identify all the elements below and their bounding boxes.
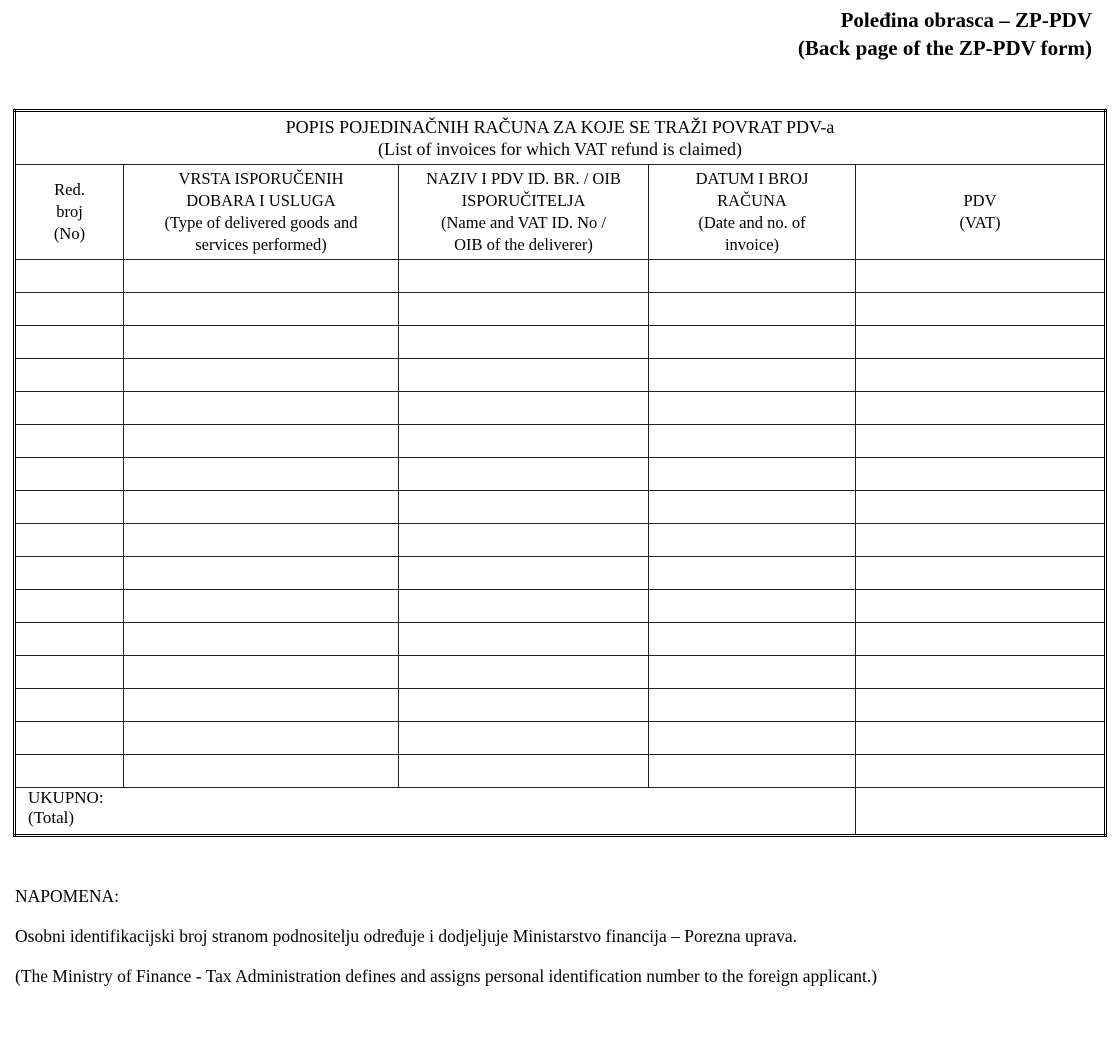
col-supplier-cell[interactable] — [399, 656, 649, 689]
col-vat-cell[interactable] — [856, 359, 1106, 392]
col-invoice-date-cell[interactable] — [649, 689, 856, 722]
table-row — [15, 656, 1106, 689]
col-supplier-cell[interactable] — [399, 722, 649, 755]
col-invoice-date-cell[interactable] — [649, 359, 856, 392]
col-vat-cell[interactable] — [856, 425, 1106, 458]
table-row — [15, 359, 1106, 392]
col-vat-cell[interactable] — [856, 458, 1106, 491]
col-vat-cell[interactable] — [856, 326, 1106, 359]
col-invoice-date-cell[interactable] — [649, 656, 856, 689]
col-invoice-date-cell[interactable] — [649, 392, 856, 425]
column-header-line: DATUM I BROJ — [695, 169, 809, 188]
column-header-line: services performed) — [195, 235, 327, 254]
col-supplier-header — [399, 165, 649, 260]
col-goods-type-cell[interactable] — [124, 425, 399, 458]
col-no-cell[interactable] — [15, 656, 124, 689]
col-goods-type-cell[interactable] — [124, 458, 399, 491]
col-vat-header — [856, 165, 1106, 260]
table-row — [15, 392, 1106, 425]
col-goods-type-cell[interactable] — [124, 590, 399, 623]
col-invoice-date-cell[interactable] — [649, 524, 856, 557]
col-vat-cell[interactable] — [856, 524, 1106, 557]
notes-heading: NAPOMENA: — [15, 886, 120, 906]
col-supplier-cell[interactable] — [399, 458, 649, 491]
col-vat-cell[interactable] — [856, 491, 1106, 524]
col-supplier-cell[interactable] — [399, 491, 649, 524]
col-goods-type-cell[interactable] — [124, 359, 399, 392]
table-row — [15, 557, 1106, 590]
table-title: POPIS POJEDINAČNIH RAČUNA ZA KOJE SE TRAŽI POVRAT PDV-a — [285, 117, 835, 137]
col-no-header — [15, 165, 124, 260]
column-header-line: (No) — [53, 224, 86, 243]
column-header-line: RAČUNA — [717, 191, 787, 210]
col-vat-cell[interactable] — [856, 656, 1106, 689]
col-no-cell[interactable] — [15, 260, 124, 293]
total-label-en: (Total) — [28, 808, 75, 827]
column-header-line: OIB of the deliverer) — [454, 235, 593, 254]
col-no-cell[interactable] — [15, 524, 124, 557]
col-goods-type-cell[interactable] — [124, 755, 399, 788]
col-goods-type-cell[interactable] — [124, 557, 399, 590]
col-invoice-date-cell[interactable] — [649, 722, 856, 755]
col-supplier-cell[interactable] — [399, 590, 649, 623]
column-header-line: ISPORUČITELJA — [461, 191, 586, 210]
col-supplier-cell[interactable] — [399, 293, 649, 326]
col-supplier-cell[interactable] — [399, 359, 649, 392]
table-row — [15, 689, 1106, 722]
col-invoice-date-cell[interactable] — [649, 491, 856, 524]
col-supplier-cell[interactable] — [399, 326, 649, 359]
col-supplier-cell[interactable] — [399, 524, 649, 557]
col-goods-type-cell[interactable] — [124, 689, 399, 722]
col-vat-cell[interactable] — [856, 722, 1106, 755]
col-no-cell[interactable] — [15, 755, 124, 788]
col-goods-type-cell[interactable] — [124, 656, 399, 689]
table-row — [15, 590, 1106, 623]
col-invoice-date-cell[interactable] — [649, 557, 856, 590]
table-row — [15, 722, 1106, 755]
form-title: Poleđina obrasca – ZP-PDV — [840, 8, 1092, 32]
col-vat-cell[interactable] — [856, 623, 1106, 656]
col-invoice-date-cell[interactable] — [649, 623, 856, 656]
table-row — [15, 458, 1106, 491]
table-row — [15, 755, 1106, 788]
col-no-cell[interactable] — [15, 557, 124, 590]
col-invoice-date-header — [649, 165, 856, 260]
col-goods-type-cell[interactable] — [124, 392, 399, 425]
table-row — [15, 491, 1106, 524]
col-vat-cell[interactable] — [856, 755, 1106, 788]
total-vat-field[interactable] — [856, 788, 1106, 836]
col-invoice-date-cell[interactable] — [649, 458, 856, 491]
column-header-line: (Date and no. of — [698, 213, 806, 232]
col-goods-type-cell[interactable] — [124, 326, 399, 359]
col-vat-cell[interactable] — [856, 590, 1106, 623]
col-invoice-date-cell[interactable] — [649, 293, 856, 326]
col-goods-type-cell[interactable] — [124, 260, 399, 293]
column-header-line: Red. — [54, 180, 85, 199]
total-label: UKUPNO: — [28, 788, 104, 807]
col-vat-cell[interactable] — [856, 689, 1106, 722]
table-row — [15, 425, 1106, 458]
note-english: (The Ministry of Finance - Tax Administration defines and assigns personal identification number to the foreign applicant.) — [15, 966, 878, 986]
column-header-line: PDV — [963, 191, 997, 210]
column-header-line: DOBARA I USLUGA — [186, 191, 336, 210]
column-header-line: broj — [56, 202, 83, 221]
col-goods-type-cell[interactable] — [124, 722, 399, 755]
col-no-cell[interactable] — [15, 458, 124, 491]
col-no-cell[interactable] — [15, 722, 124, 755]
table-subtitle: (List of invoices for which VAT refund is claimed) — [378, 139, 742, 159]
col-no-cell[interactable] — [15, 491, 124, 524]
col-supplier-cell[interactable] — [399, 392, 649, 425]
col-no-cell[interactable] — [15, 689, 124, 722]
table-title-cell — [15, 111, 1106, 165]
table-row — [15, 623, 1106, 656]
column-header-line: NAZIV I PDV ID. BR. / OIB — [426, 169, 621, 188]
column-header-line: (Name and VAT ID. No / — [441, 213, 606, 232]
col-vat-cell[interactable] — [856, 557, 1106, 590]
col-supplier-cell[interactable] — [399, 260, 649, 293]
form-subtitle: (Back page of the ZP-PDV form) — [797, 36, 1092, 60]
col-vat-cell[interactable] — [856, 293, 1106, 326]
form-header — [798, 6, 1092, 62]
note-croatian: Osobni identifikacijski broj stranom podnositelju određuje i dodjeljuje Ministarstvo financija – Porezna uprava. — [15, 926, 797, 946]
col-vat-cell[interactable] — [856, 392, 1106, 425]
col-invoice-date-cell[interactable] — [649, 425, 856, 458]
invoice-table — [13, 109, 1107, 837]
col-supplier-cell[interactable] — [399, 425, 649, 458]
col-goods-type-cell[interactable] — [124, 293, 399, 326]
col-invoice-date-cell[interactable] — [649, 590, 856, 623]
col-goods-type-cell[interactable] — [124, 623, 399, 656]
col-no-cell[interactable] — [15, 326, 124, 359]
notes-section — [15, 884, 1093, 1004]
col-supplier-cell[interactable] — [399, 623, 649, 656]
col-goods-type-header — [124, 165, 399, 260]
col-no-cell[interactable] — [15, 359, 124, 392]
column-header-line: invoice) — [724, 235, 780, 254]
col-no-cell[interactable] — [15, 623, 124, 656]
col-no-cell[interactable] — [15, 392, 124, 425]
col-invoice-date-cell[interactable] — [649, 326, 856, 359]
table-row — [15, 524, 1106, 557]
table-row — [15, 260, 1106, 293]
col-supplier-cell[interactable] — [399, 557, 649, 590]
col-goods-type-cell[interactable] — [124, 524, 399, 557]
table-row — [15, 326, 1106, 359]
col-invoice-date-cell[interactable] — [649, 260, 856, 293]
col-supplier-cell[interactable] — [399, 689, 649, 722]
col-invoice-date-cell[interactable] — [649, 755, 856, 788]
total-label-cell — [15, 788, 856, 836]
col-goods-type-cell[interactable] — [124, 491, 399, 524]
column-header-line: (Type of delivered goods and — [164, 213, 358, 232]
col-vat-cell[interactable] — [856, 260, 1106, 293]
col-supplier-cell[interactable] — [399, 755, 649, 788]
col-no-cell[interactable] — [15, 425, 124, 458]
column-header-line: (VAT) — [959, 213, 1001, 232]
table-row — [15, 293, 1106, 326]
col-no-cell[interactable] — [15, 293, 124, 326]
column-header-line: VRSTA ISPORUČENIH — [178, 169, 344, 188]
col-no-cell[interactable] — [15, 590, 124, 623]
